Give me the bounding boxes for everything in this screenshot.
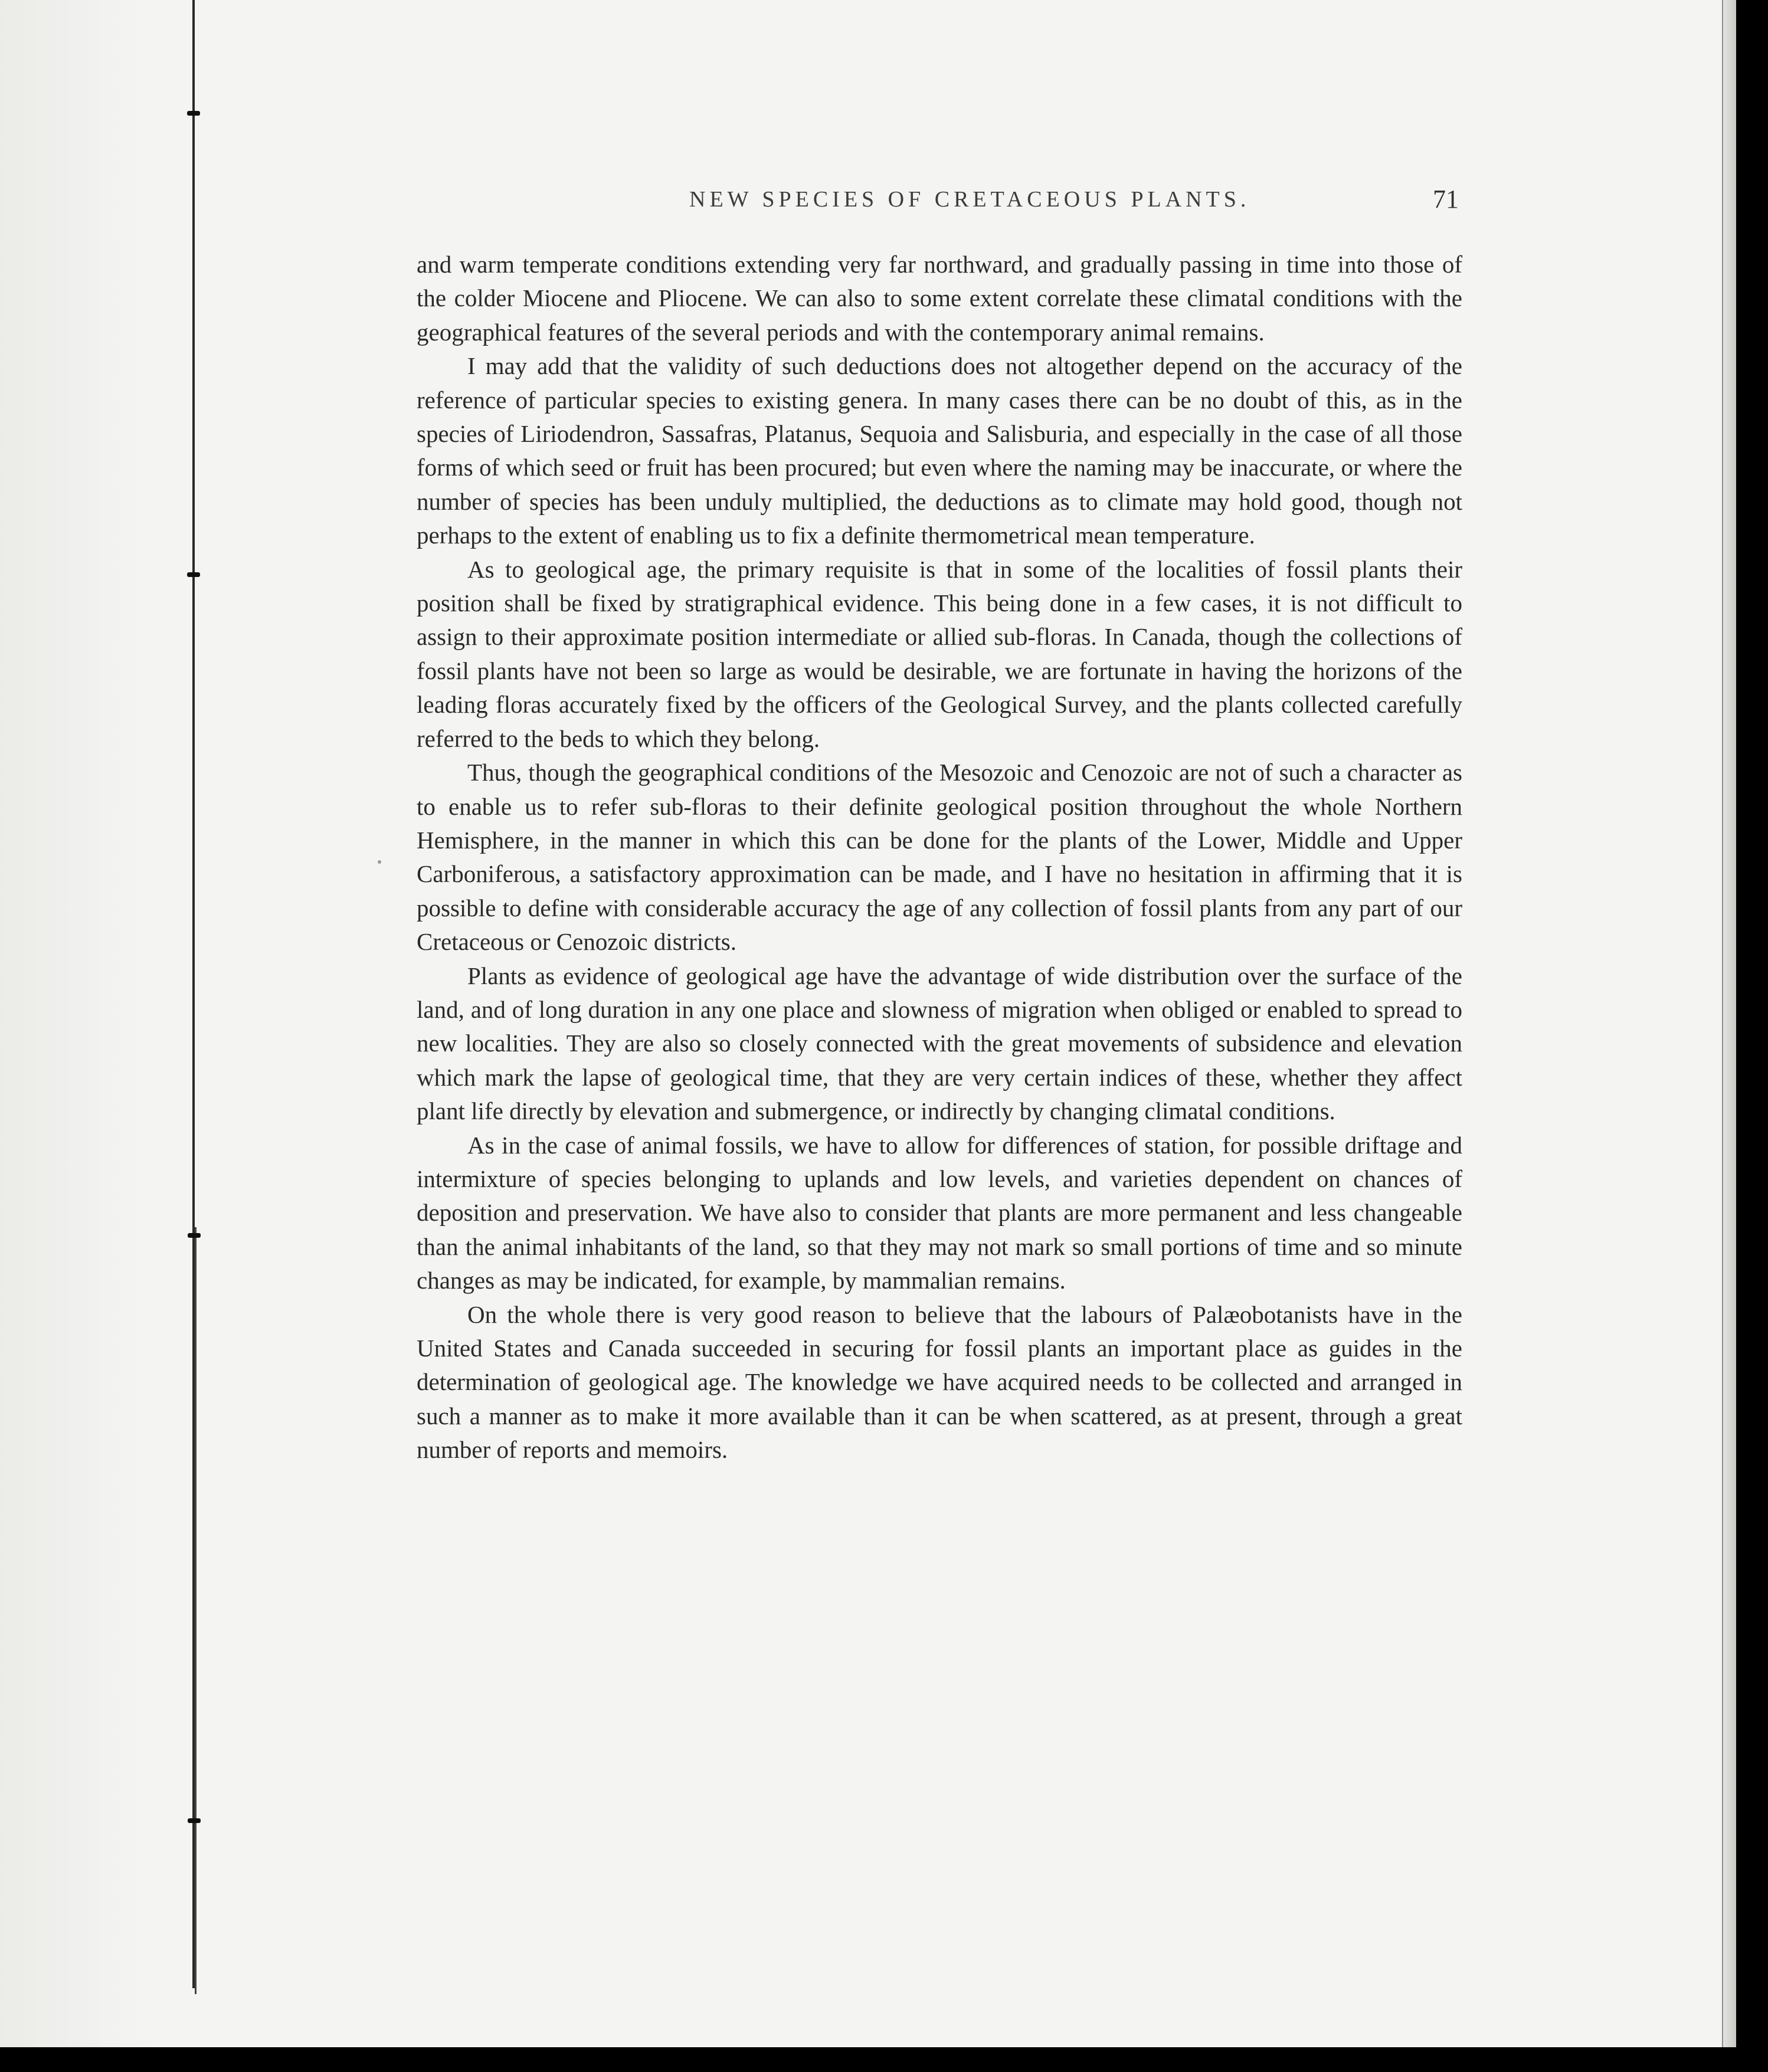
- paragraph: and warm temperate conditions extending very far northward, and gradually passing in time into those of the colder Miocene and Pliocene. We can also to some extent correlate these climatal conditions with the geographical features of the several periods and with the contemporary animal remains.: [417, 251, 1462, 346]
- paragraph: As in the case of animal fossils, we have to allow for differences of station, for possible driftage and intermixture of species belonging to uplands and low levels, and varieties dependent on chances of deposition and preservation. We have also to consider that plants are more permanent and less changeable than the animal inhabitants of the land, so that they may not mark so small portions of time and so minute changes as may be indicated, for example, by mammalian remains.: [417, 1131, 1462, 1294]
- binding-stitch: [187, 572, 200, 577]
- page-edge: [1722, 0, 1736, 2047]
- paragraph: On the whole there is very good reason to believe that the labours of Palæobotanists have in the United States and Canada succeeded in securing for fossil plants an important place as guides in the determination of geological age. The knowledge we have acquired needs to be collected and arranged in such a manner as to make it more available than it can be when scattered, as at present, through a great number of reports and memoirs.: [417, 1300, 1462, 1464]
- binding-thread-lower: [195, 1227, 197, 1994]
- paragraph: Thus, though the geographical conditions of the Mesozoic and Cenozoic are not of such a character as to enable us to refer sub-floras to their definite geological position throughout the whole Northern Hemisphere, in the manner in which this can be done for the plants of the Lower, Middle and Upper Carboniferous, a satisfactory approximation can be made, and I have no hesitation in affirming that it is possible to define with considerable accuracy the age of any collection of fossil plants from any part of our Cretaceous or Cenozoic districts.: [417, 759, 1462, 956]
- binding-stitch: [188, 1233, 201, 1238]
- paragraph: As to geological age, the primary requisite is that in some of the localities of fossil plants their position shall be fixed by stratigraphical evidence. This being done in a few cases, it is not difficult to assign to their approximate position intermediate or allied sub-floras. In Canada, though the collections of fossil plants have not been so large as would be desirable, we are fortunate in having the horizons of the leading floras accurately fixed by the officers of the Geological Survey, and the plants collected carefully referred to the beds to which they belong.: [417, 555, 1462, 752]
- body-text: [417, 248, 1462, 1467]
- page-number: 71: [1433, 185, 1459, 214]
- gutter-shadow: [0, 0, 177, 2047]
- paragraph: Plants as evidence of geological age have the advantage of wide distribution over the surface of the land, and of long duration in any one place and slowness of migration when obliged or enabled to spread to new localities. They are also so closely connected with the great movements of subsidence and elevation which mark the lapse of geological time, that they are very certain indices of these, whether they affect plant life directly by elevation and submergence, or indirectly by changing climatal conditions.: [417, 962, 1462, 1125]
- running-head: NEW SPECIES OF CRETACEOUS PLANTS.: [689, 187, 1250, 212]
- binding-stitch: [188, 1818, 201, 1823]
- paper-speck: [378, 860, 381, 864]
- paragraph: I may add that the validity of such deductions does not altogether depend on the accuracy of the reference of particular species to existing genera. In many cases there can be no doubt of this, as in the species of Liriodendron, Sassafras, Platanus, Sequoia and Salisburia, and especially in the case of all those forms of which seed or fruit has been procured; but even where the naming may be inaccurate, or where the number of species has been unduly multiplied, the deductions as to climate may hold good, though not perhaps to the extent of enabling us to fix a definite thermometrical mean temperature.: [417, 352, 1462, 549]
- binding-stitch: [187, 111, 200, 116]
